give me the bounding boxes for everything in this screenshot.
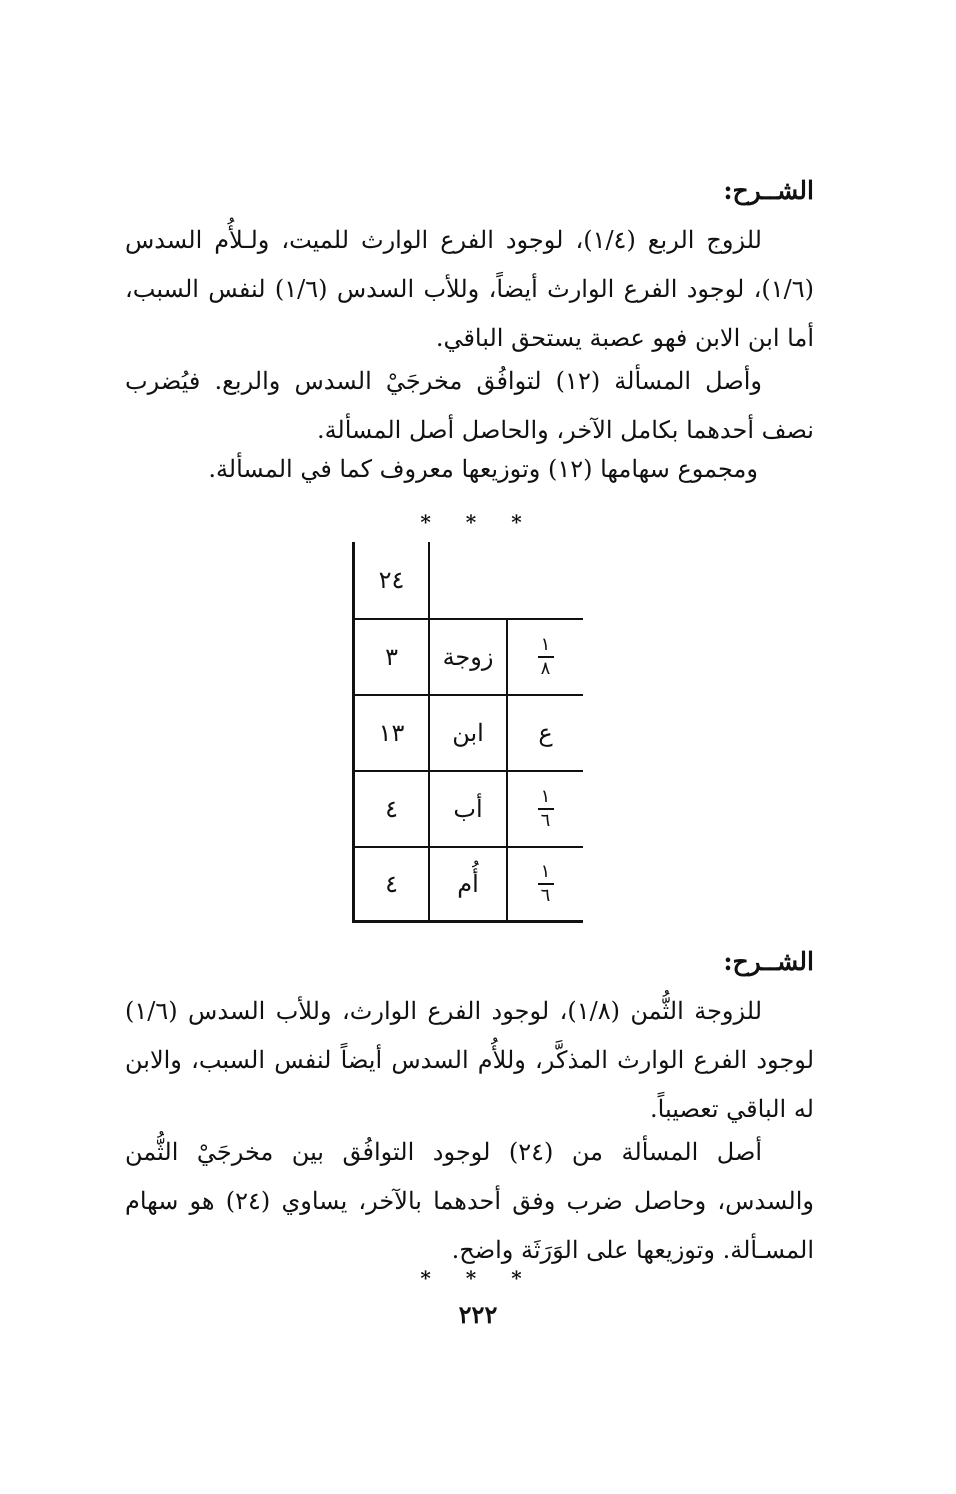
table-value: ٤ xyxy=(385,795,398,823)
share-fraction xyxy=(538,636,554,678)
explanation-line: ومجموع سهامها (١٢) وتوزيعها معروف كما في المسألة. xyxy=(208,455,758,483)
table-heir: زوجة xyxy=(442,643,494,671)
table-value: ١٣ xyxy=(378,719,405,747)
share-fraction xyxy=(538,788,554,830)
table-total: ٢٤ xyxy=(378,566,405,594)
fraction-denominator: ٨ xyxy=(540,658,551,679)
explanation-paragraph: للزوجة الثُّمن (١/٨)، لوجود الفرع الوارث، وللأب السدس (١/٦) لوجود الفرع الوارث المذكَّر، وللأُم السدس أيضاً لنفس السبب، والابن له الباقي تعصيباً. xyxy=(125,997,815,1123)
table-border-bottom xyxy=(352,920,583,923)
share-fraction xyxy=(538,863,554,905)
explanation-paragraph: أصل المسألة من (٢٤) لوجود التوافُق بين مخرجَيْ الثُّمن والسدس، وحاصل ضرب وفق أحدهما بالآخر، يساوي (٢٤) هو سهام المسـألة. وتوزيعها على الوَرَثَة واضح. xyxy=(125,1138,814,1264)
table-share xyxy=(508,848,583,920)
fraction-numerator: ١ xyxy=(540,634,551,655)
table-heir: أب xyxy=(453,795,483,823)
table-share xyxy=(508,620,583,694)
section-divider: * * * xyxy=(420,1266,536,1290)
table-value: ٣ xyxy=(385,643,398,671)
section-heading: الشــرح: xyxy=(723,176,814,205)
fraction-numerator: ١ xyxy=(540,786,551,807)
section-heading: الشــرح: xyxy=(723,947,814,976)
section-divider: * * * xyxy=(420,510,536,534)
table-heir: أُم xyxy=(457,870,479,898)
table-share xyxy=(508,772,583,846)
explanation-paragraph: وأصل المسألة (١٢) لتوافُق مخرجَيْ السدس والربع. فيُضرب نصف أحدهما بكامل الآخر، والحاصل أصل المسألة. xyxy=(125,367,814,444)
table-value: ٤ xyxy=(385,870,398,898)
table-share: ع xyxy=(538,719,553,747)
fraction-denominator: ٦ xyxy=(540,885,551,906)
fraction-denominator: ٦ xyxy=(540,810,551,831)
explanation-paragraph: للزوج الربع (١/٤)، لوجود الفرع الوارث للميت، ولـلأُم السدس (١/٦)، لوجود الفرع الوارث أيضاً، وللأب السدس (١/٦) لنفس السبب، أما ابن الابن فهو عصبة يستحق الباقي. xyxy=(125,226,815,352)
page-number: ٢٢٢ xyxy=(458,1300,498,1329)
table-heir: ابن xyxy=(452,719,484,747)
inheritance-table xyxy=(352,542,583,923)
fraction-numerator: ١ xyxy=(540,861,551,882)
